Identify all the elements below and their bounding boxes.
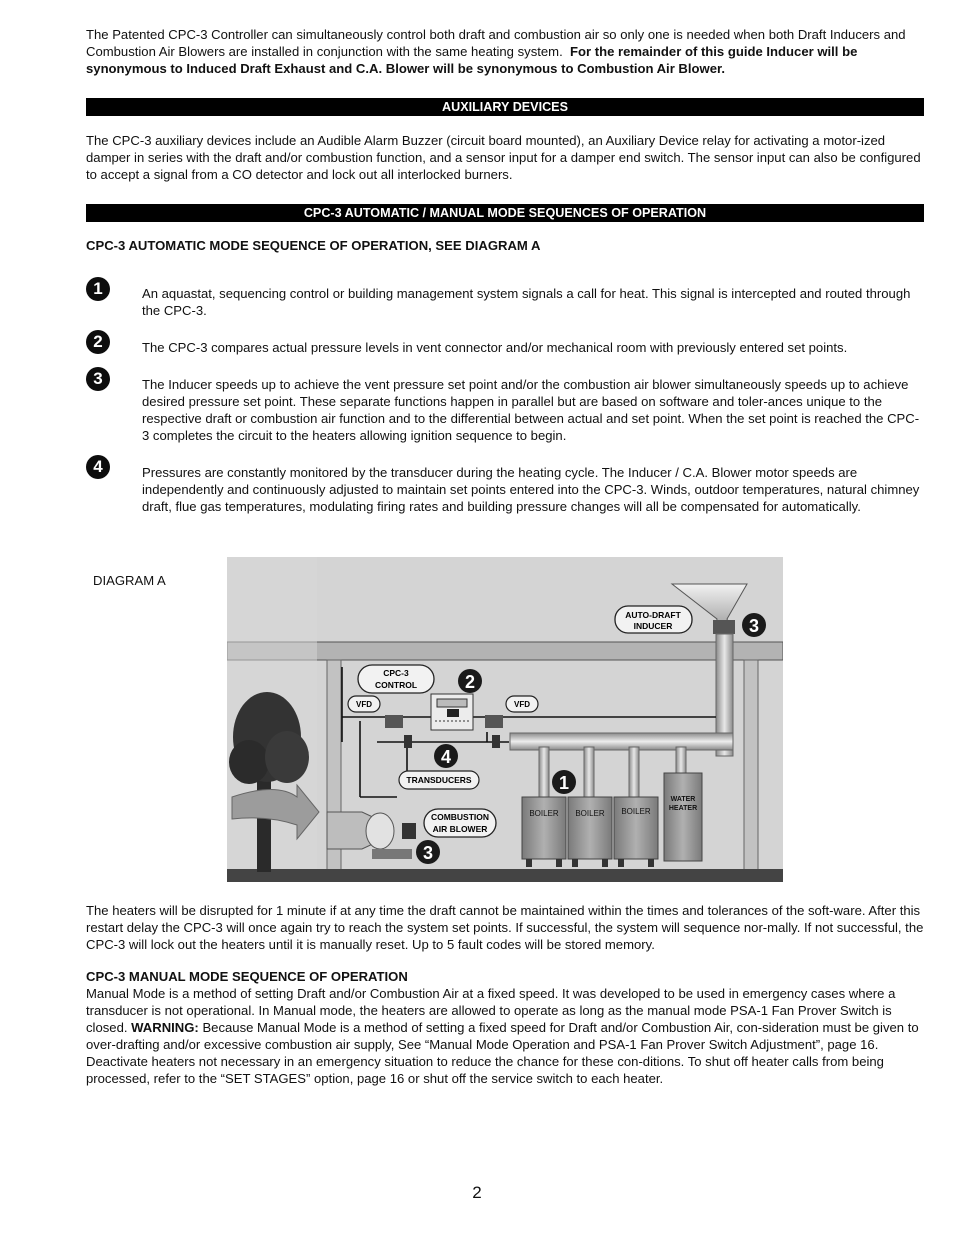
inducer-motor [713, 620, 735, 634]
vfd-right-callout [506, 696, 538, 712]
sequences-heading: CPC-3 AUTOMATIC / MANUAL MODE SEQUENCES OF OPERATION [86, 204, 924, 222]
auto-draft-label-2: INDUCER [633, 621, 673, 631]
cpc3-control-callout [358, 665, 434, 693]
diagram-label: DIAGRAM A [93, 573, 166, 588]
vfd-right-box [485, 715, 503, 728]
combustion-label-2: AIR BLOWER [432, 824, 488, 834]
water-heater [664, 773, 702, 861]
marker-4 [434, 744, 458, 768]
right-wall [744, 660, 758, 870]
manual-mode-heading: CPC-3 MANUAL MODE SEQUENCE OF OPERATION [86, 969, 408, 984]
step-2-text: The CPC-3 compares actual pressure levels in vent connector and/or mechanical room with previously entered set points. [142, 340, 848, 355]
auxiliary-paragraph: The CPC-3 auxiliary devices include an Audible Alarm Buzzer (circuit board mounted), an Auxiliary Device relay for activating a motor-ized damper in series with the draft and/or combustion function, and a sensor input for a damper end switch. The sensor input can also be configured to accept a signal from a CO detector and lock out all interlocked burners. [86, 133, 921, 182]
combustion-label-1: COMBUSTION [430, 812, 490, 822]
boiler-3-riser [629, 747, 639, 799]
boiler-1-riser [539, 747, 549, 799]
boiler-2-riser [584, 747, 594, 799]
transducer-right [492, 735, 500, 748]
step-2-badge: 2 [86, 330, 110, 354]
transducers-label: TRANSDUCERS [406, 775, 472, 785]
boiler-3-label: BOILER [621, 807, 651, 816]
heater-riser [676, 747, 686, 775]
vfd-left-box [385, 715, 403, 728]
transducers-callout [399, 771, 479, 789]
page-number: 2 [472, 1183, 482, 1202]
water-heater-label-1: WATER [670, 796, 696, 803]
marker-1 [552, 770, 576, 794]
marker-3-inducer-label: 3 [748, 616, 760, 636]
intro-paragraph [86, 26, 924, 77]
manual-mode-text-2: Because Manual Mode is a method of setting a fixed speed for Draft and/or Combustion Air, con-sideration must be given to over-drafting and/or excessive combustion air supply, See “Manual Mode Operation and PSA-1 Fan Prover Switch Adjustment”, page 16. Deactivate heaters not necessary in an emergency situation to reduce the chance for these con-ditions. To shut off heater calls from being processed, refer to the “SET STAGES” option, page 16 or shut off the service switch to each heater. [86, 1020, 919, 1086]
cpc3-label-1: CPC-3 [383, 668, 409, 678]
boiler-1 [522, 797, 566, 867]
boiler-3 [614, 797, 658, 867]
manual-mode-text-1: Manual Mode is a method of setting Draft and/or Combustion Air at a fixed speed. It was developed to be used in emergency cases where a transducer is not operational. In Manual mode, the heaters are allowed to operate as long as the manual mode PSA-1 Fan Prover Switch is closed. [86, 986, 896, 1035]
floor [227, 869, 783, 882]
combustion-air-blower-callout [424, 809, 496, 837]
cpc3-controller-unit [431, 694, 473, 730]
marker-3-blower [416, 840, 440, 864]
vfd-left-label: VFD [356, 700, 372, 709]
manual-mode-paragraph [86, 985, 924, 1087]
diagram-a [227, 557, 783, 882]
marker-3-inducer [742, 613, 766, 637]
marker-1-label: 1 [558, 773, 570, 793]
auto-draft-label-1: AUTO-DRAFT [625, 610, 681, 620]
step-3-badge: 3 [86, 367, 110, 391]
manual-mode-section [86, 968, 924, 1087]
boiler-2 [568, 797, 612, 867]
cpc3-label-2: CONTROL [374, 680, 418, 690]
vfd-right-label: VFD [514, 700, 530, 709]
step-1-text: An aquastat, sequencing control or building management system signals a call for heat. This signal is intercepted and routed through the CPC-3. [142, 286, 911, 318]
step-4-badge: 4 [86, 455, 110, 479]
auto-draft-inducer-callout [615, 606, 692, 633]
step-1-badge: 1 [86, 277, 110, 301]
step-4-text: Pressures are constantly monitored by the transducer during the heating cycle. The Inducer / C.A. Blower motor speeds are independently and continuously adjusted to maintain set points entered into the CPC-3. Winds, outdoor temperatures, natural chimney draft, flue gas temperatures, modulating firing rates and building pressure changes will all be compensated for automatically. [142, 465, 920, 514]
step-3-text: The Inducer speeds up to achieve the vent pressure set point and/or the combustion air blower simultaneously speeds up to achieve desired pressure set point. These separate functions happen in parallel but are based on software and toler-ances unique to the respective draft or combustion air function and to the differential between actual and set point. When the set point is reached the CPC-3 completes the circuit to the heaters allowing ignition sequence to begin. [142, 377, 920, 443]
water-heater-label-2: HEATER [668, 805, 698, 812]
marker-2 [458, 669, 482, 693]
intro-bold-text: For the remainder of this guide Inducer will be synonymous to Induced Draft Exhaust and C.A. Blower will be synonymous to Combustion Air Blower. [86, 44, 858, 76]
marker-3-blower-label: 3 [422, 843, 434, 863]
vfd-left-callout [348, 696, 380, 712]
manual-mode-warning: WARNING: [131, 1020, 199, 1035]
auxiliary-heading: AUXILIARY DEVICES [86, 98, 924, 116]
transducer-left [404, 735, 412, 748]
boiler-2-label: BOILER [575, 809, 605, 818]
intro-text: The Patented CPC-3 Controller can simultaneously control both draft and combustion air so only one is needed when both Draft Inducers and Combustion Air Blowers are installed in conjunction with the same heating system. [86, 27, 906, 59]
boiler-1-label: BOILER [529, 809, 559, 818]
marker-4-label: 4 [440, 747, 452, 767]
auto-mode-heading: CPC-3 AUTOMATIC MODE SEQUENCE OF OPERATION, SEE DIAGRAM A [86, 238, 541, 253]
restart-paragraph: The heaters will be disrupted for 1 minute if at any time the draft cannot be maintained within the times and tolerances of the soft-ware. After this restart delay the CPC-3 will once again try to reach the system set points. If successful, the system will sequence nor-mally. If not successful, the CPC-3 will lock out the heaters until it is manually reset. Up to 5 fault codes will be stored memory. [86, 903, 924, 952]
marker-2-label: 2 [464, 672, 476, 692]
